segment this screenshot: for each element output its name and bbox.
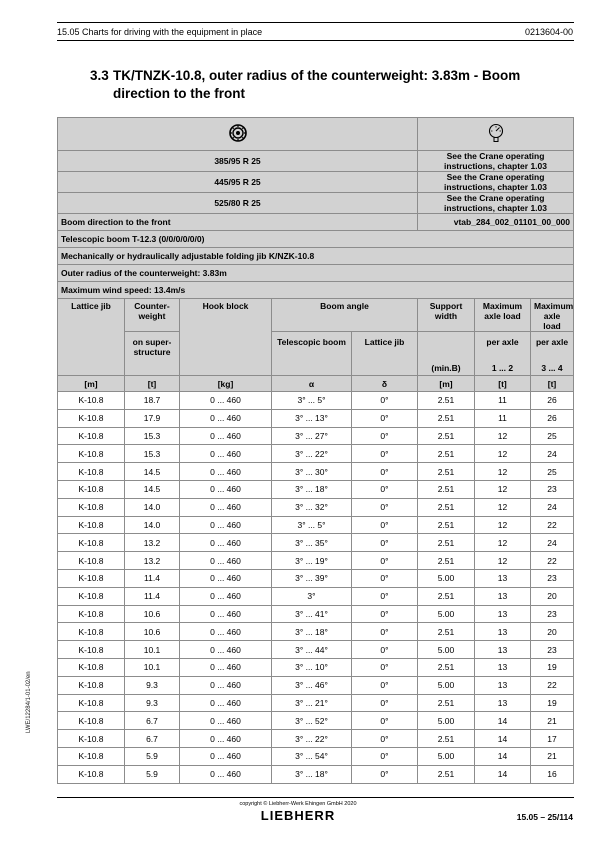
cell-jib-angle: 0° — [352, 658, 418, 676]
col-max-axle-2-per: per axle — [531, 332, 574, 358]
header-top-rule — [57, 22, 574, 23]
cell-hook-block: 0 ... 460 — [180, 534, 272, 552]
cell-jib-angle: 0° — [352, 623, 418, 641]
cell-lattice-jib: K-10.8 — [58, 392, 125, 410]
cell-axle-load-3-4: 24 — [531, 534, 574, 552]
cell-telescopic-angle: 3° ... 18° — [272, 765, 352, 783]
side-document-code: LWE/12284/1-01-02/en — [26, 671, 32, 733]
cell-support-width: 2.51 — [418, 694, 475, 712]
cell-hook-block: 0 ... 460 — [180, 392, 272, 410]
cell-axle-load-3-4: 23 — [531, 641, 574, 659]
col-max-axle-2: Maximum axle load — [531, 299, 574, 332]
cell-lattice-jib: K-10.8 — [58, 747, 125, 765]
table-row — [58, 569, 574, 587]
tire-size: 385/95 R 25 — [58, 151, 418, 172]
table-row — [58, 641, 574, 659]
cell-counterweight: 17.9 — [125, 409, 180, 427]
spec-row — [58, 265, 574, 282]
cell-counterweight: 10.1 — [125, 658, 180, 676]
cell-hook-block: 0 ... 460 — [180, 587, 272, 605]
unit-cell: [kg] — [180, 376, 272, 392]
unit-cell: [m] — [58, 376, 125, 392]
cell-counterweight: 18.7 — [125, 392, 180, 410]
cell-axle-load-1-2: 12 — [475, 463, 531, 481]
units-row — [58, 376, 574, 392]
cell-support-width: 2.51 — [418, 516, 475, 534]
cell-lattice-jib: K-10.8 — [58, 605, 125, 623]
spec-text: Mechanically or hydraulically adjustable folding jib K/NZK-10.8 — [58, 248, 574, 265]
cell-telescopic-angle: 3° ... 35° — [272, 534, 352, 552]
cell-lattice-jib: K-10.8 — [58, 676, 125, 694]
cell-lattice-jib: K-10.8 — [58, 641, 125, 659]
cell-counterweight: 15.3 — [125, 445, 180, 463]
table-row — [58, 463, 574, 481]
cell-telescopic-angle: 3° ... 5° — [272, 516, 352, 534]
cell-support-width: 5.00 — [418, 712, 475, 730]
col-telescopic-boom: Telescopic boom — [272, 332, 352, 376]
cell-lattice-jib: K-10.8 — [58, 712, 125, 730]
cell-support-width: 2.51 — [418, 498, 475, 516]
spec-row — [58, 231, 574, 248]
cell-support-width: 5.00 — [418, 641, 475, 659]
cell-support-width: 5.00 — [418, 676, 475, 694]
cell-lattice-jib: K-10.8 — [58, 587, 125, 605]
cell-lattice-jib: K-10.8 — [58, 516, 125, 534]
cell-telescopic-angle: 3° ... 5° — [272, 392, 352, 410]
col-max-axle-1: Maximum axle load — [475, 299, 531, 332]
cell-hook-block: 0 ... 460 — [180, 552, 272, 570]
cell-lattice-jib: K-10.8 — [58, 730, 125, 748]
cell-counterweight: 14.0 — [125, 516, 180, 534]
header-doc-number: 0213604-00 — [524, 27, 573, 37]
cell-jib-angle: 0° — [352, 392, 418, 410]
cell-jib-angle: 0° — [352, 747, 418, 765]
cell-lattice-jib: K-10.8 — [58, 445, 125, 463]
copyright: copyright © Liebherr-Werk Ehingen GmbH 2020 — [239, 801, 357, 807]
cell-lattice-jib: K-10.8 — [58, 427, 125, 445]
cell-axle-load-3-4: 19 — [531, 694, 574, 712]
cell-hook-block: 0 ... 460 — [180, 409, 272, 427]
gauge-icon — [488, 123, 504, 143]
cell-jib-angle: 0° — [352, 480, 418, 498]
cell-support-width: 2.51 — [418, 587, 475, 605]
cell-lattice-jib: K-10.8 — [58, 694, 125, 712]
cell-jib-angle: 0° — [352, 463, 418, 481]
table-row — [58, 534, 574, 552]
section-title-text: TK/TNZK-10.8, outer radius of the counterweight: 3.83m - Boom direction to the front — [113, 68, 521, 101]
spec-text: Maximum wind speed: 13.4m/s — [58, 282, 574, 299]
cell-axle-load-3-4: 22 — [531, 516, 574, 534]
cell-jib-angle: 0° — [352, 587, 418, 605]
cell-axle-load-3-4: 25 — [531, 463, 574, 481]
cell-support-width: 2.51 — [418, 623, 475, 641]
tire-row — [58, 151, 574, 172]
cell-telescopic-angle: 3° ... 21° — [272, 694, 352, 712]
cell-axle-load-3-4: 16 — [531, 765, 574, 783]
cell-support-width: 5.00 — [418, 605, 475, 623]
cell-hook-block: 0 ... 460 — [180, 730, 272, 748]
tire-size: 525/80 R 25 — [58, 193, 418, 214]
cell-hook-block: 0 ... 460 — [180, 463, 272, 481]
cell-hook-block: 0 ... 460 — [180, 605, 272, 623]
table-row — [58, 747, 574, 765]
cell-jib-angle: 0° — [352, 765, 418, 783]
cell-jib-angle: 0° — [352, 409, 418, 427]
cell-hook-block: 0 ... 460 — [180, 712, 272, 730]
boom-direction-label: Boom direction to the front — [58, 214, 418, 231]
cell-axle-load-3-4: 21 — [531, 712, 574, 730]
tire-icon — [229, 124, 247, 142]
cell-support-width: 2.51 — [418, 658, 475, 676]
spec-text: Outer radius of the counterweight: 3.83m — [58, 265, 574, 282]
col-boom-angle: Boom angle — [272, 299, 418, 332]
unit-cell: [t] — [475, 376, 531, 392]
cell-axle-load-1-2: 13 — [475, 623, 531, 641]
cell-counterweight: 10.6 — [125, 605, 180, 623]
column-header-row — [58, 299, 574, 332]
cell-hook-block: 0 ... 460 — [180, 765, 272, 783]
column-subheader-row — [58, 332, 574, 358]
cell-axle-load-3-4: 22 — [531, 676, 574, 694]
gauge-icon-cell — [418, 118, 574, 151]
cell-support-width: 5.00 — [418, 569, 475, 587]
cell-telescopic-angle: 3° ... 18° — [272, 623, 352, 641]
boom-direction-row — [58, 214, 574, 231]
cell-telescopic-angle: 3° ... 22° — [272, 445, 352, 463]
col-support-width-blank — [418, 332, 475, 358]
cell-telescopic-angle: 3° ... 22° — [272, 730, 352, 748]
cell-axle-load-3-4: 23 — [531, 480, 574, 498]
spec-text: Telescopic boom T-12.3 (0/0/0/0/0/0) — [58, 231, 574, 248]
footer-rule — [57, 797, 574, 798]
cell-jib-angle: 0° — [352, 694, 418, 712]
col-max-axle-2-range: 3 ... 4 — [531, 358, 574, 376]
tire-note: See the Crane operating instructions, chapter 1.03 — [418, 151, 574, 172]
cell-hook-block: 0 ... 460 — [180, 658, 272, 676]
tire-row — [58, 193, 574, 214]
cell-lattice-jib: K-10.8 — [58, 498, 125, 516]
cell-axle-load-1-2: 14 — [475, 747, 531, 765]
cell-counterweight: 13.2 — [125, 534, 180, 552]
data-rows — [58, 392, 574, 784]
table-row — [58, 392, 574, 410]
cell-counterweight: 9.3 — [125, 694, 180, 712]
cell-hook-block: 0 ... 460 — [180, 445, 272, 463]
cell-telescopic-angle: 3° ... 39° — [272, 569, 352, 587]
cell-axle-load-1-2: 13 — [475, 569, 531, 587]
cell-axle-load-1-2: 12 — [475, 534, 531, 552]
cell-lattice-jib: K-10.8 — [58, 765, 125, 783]
cell-support-width: 2.51 — [418, 552, 475, 570]
cell-support-width: 2.51 — [418, 765, 475, 783]
col-counterweight: Counter-weight — [125, 299, 180, 332]
cell-jib-angle: 0° — [352, 712, 418, 730]
tire-size: 445/95 R 25 — [58, 172, 418, 193]
cell-counterweight: 5.9 — [125, 765, 180, 783]
col-counterweight-sub: on super-structure — [125, 332, 180, 376]
cell-axle-load-1-2: 14 — [475, 730, 531, 748]
cell-axle-load-1-2: 13 — [475, 605, 531, 623]
cell-counterweight: 14.5 — [125, 480, 180, 498]
spec-row — [58, 282, 574, 299]
cell-hook-block: 0 ... 460 — [180, 623, 272, 641]
table-row — [58, 712, 574, 730]
cell-hook-block: 0 ... 460 — [180, 747, 272, 765]
cell-axle-load-1-2: 13 — [475, 694, 531, 712]
cell-lattice-jib: K-10.8 — [58, 463, 125, 481]
cell-axle-load-1-2: 12 — [475, 427, 531, 445]
cell-telescopic-angle: 3° ... 46° — [272, 676, 352, 694]
section-number: 3.3 — [90, 68, 109, 83]
cell-hook-block: 0 ... 460 — [180, 498, 272, 516]
col-support-width: Support width — [418, 299, 475, 332]
cell-lattice-jib: K-10.8 — [58, 409, 125, 427]
unit-cell: [m] — [418, 376, 475, 392]
cell-support-width: 2.51 — [418, 534, 475, 552]
cell-counterweight: 9.3 — [125, 676, 180, 694]
cell-counterweight: 13.2 — [125, 552, 180, 570]
cell-axle-load-1-2: 12 — [475, 480, 531, 498]
table-row — [58, 623, 574, 641]
cell-counterweight: 14.0 — [125, 498, 180, 516]
cell-support-width: 5.00 — [418, 747, 475, 765]
cell-jib-angle: 0° — [352, 516, 418, 534]
cell-axle-load-1-2: 13 — [475, 641, 531, 659]
cell-axle-load-1-2: 11 — [475, 392, 531, 410]
brand-logo: LIEBHERR — [260, 808, 336, 823]
table-row — [58, 765, 574, 783]
cell-jib-angle: 0° — [352, 445, 418, 463]
cell-axle-load-3-4: 21 — [531, 747, 574, 765]
cell-telescopic-angle: 3° ... 10° — [272, 658, 352, 676]
cell-counterweight: 15.3 — [125, 427, 180, 445]
cell-axle-load-1-2: 12 — [475, 552, 531, 570]
cell-axle-load-3-4: 20 — [531, 587, 574, 605]
cell-axle-load-3-4: 24 — [531, 445, 574, 463]
chart-code: vtab_284_002_01101_00_000 — [418, 214, 574, 231]
tire-row — [58, 172, 574, 193]
icon-row — [58, 118, 574, 151]
table-row — [58, 498, 574, 516]
cell-jib-angle: 0° — [352, 534, 418, 552]
cell-jib-angle: 0° — [352, 427, 418, 445]
unit-cell: [t] — [531, 376, 574, 392]
cell-axle-load-1-2: 12 — [475, 498, 531, 516]
spec-row — [58, 248, 574, 265]
cell-telescopic-angle: 3° ... 27° — [272, 427, 352, 445]
cell-axle-load-1-2: 11 — [475, 409, 531, 427]
cell-telescopic-angle: 3° ... 41° — [272, 605, 352, 623]
cell-jib-angle: 0° — [352, 730, 418, 748]
col-max-axle-1-per: per axle — [475, 332, 531, 358]
cell-hook-block: 0 ... 460 — [180, 427, 272, 445]
cell-axle-load-1-2: 13 — [475, 658, 531, 676]
table-row — [58, 676, 574, 694]
cell-support-width: 2.51 — [418, 480, 475, 498]
cell-support-width: 2.51 — [418, 463, 475, 481]
cell-counterweight: 11.4 — [125, 587, 180, 605]
cell-counterweight: 14.5 — [125, 463, 180, 481]
cell-counterweight: 6.7 — [125, 730, 180, 748]
cell-axle-load-1-2: 13 — [475, 676, 531, 694]
cell-support-width: 2.51 — [418, 392, 475, 410]
cell-counterweight: 6.7 — [125, 712, 180, 730]
cell-jib-angle: 0° — [352, 552, 418, 570]
cell-axle-load-3-4: 25 — [531, 427, 574, 445]
table-row — [58, 730, 574, 748]
header-bottom-rule — [57, 40, 574, 41]
tire-note: See the Crane operating instructions, chapter 1.03 — [418, 193, 574, 214]
cell-jib-angle: 0° — [352, 498, 418, 516]
cell-axle-load-3-4: 17 — [531, 730, 574, 748]
cell-hook-block: 0 ... 460 — [180, 480, 272, 498]
cell-support-width: 2.51 — [418, 427, 475, 445]
cell-lattice-jib: K-10.8 — [58, 552, 125, 570]
cell-jib-angle: 0° — [352, 569, 418, 587]
cell-counterweight: 10.6 — [125, 623, 180, 641]
cell-hook-block: 0 ... 460 — [180, 569, 272, 587]
cell-counterweight: 10.1 — [125, 641, 180, 659]
cell-axle-load-1-2: 14 — [475, 712, 531, 730]
table-row — [58, 480, 574, 498]
cell-hook-block: 0 ... 460 — [180, 694, 272, 712]
page-number: 15.05 – 25/114 — [516, 812, 573, 822]
col-max-axle-1-range: 1 ... 2 — [475, 358, 531, 376]
cell-telescopic-angle: 3° ... 30° — [272, 463, 352, 481]
cell-axle-load-1-2: 12 — [475, 445, 531, 463]
cell-telescopic-angle: 3° ... 18° — [272, 480, 352, 498]
cell-lattice-jib: K-10.8 — [58, 480, 125, 498]
cell-telescopic-angle: 3° — [272, 587, 352, 605]
table-row — [58, 694, 574, 712]
cell-hook-block: 0 ... 460 — [180, 676, 272, 694]
cell-hook-block: 0 ... 460 — [180, 641, 272, 659]
load-chart-table — [57, 117, 574, 784]
table-row — [58, 409, 574, 427]
cell-axle-load-3-4: 22 — [531, 552, 574, 570]
unit-cell: α — [272, 376, 352, 392]
cell-telescopic-angle: 3° ... 19° — [272, 552, 352, 570]
table-row — [58, 516, 574, 534]
cell-support-width: 2.51 — [418, 730, 475, 748]
tire-icon-cell — [58, 118, 418, 151]
cell-axle-load-3-4: 26 — [531, 392, 574, 410]
table-row — [58, 587, 574, 605]
cell-hook-block: 0 ... 460 — [180, 516, 272, 534]
cell-telescopic-angle: 3° ... 54° — [272, 747, 352, 765]
tire-note: See the Crane operating instructions, chapter 1.03 — [418, 172, 574, 193]
col-support-width-sub: (min.B) — [418, 358, 475, 376]
cell-telescopic-angle: 3° ... 13° — [272, 409, 352, 427]
cell-axle-load-1-2: 12 — [475, 516, 531, 534]
cell-counterweight: 11.4 — [125, 569, 180, 587]
col-lattice-jib-angle: Lattice jib — [352, 332, 418, 376]
table-row — [58, 427, 574, 445]
cell-telescopic-angle: 3° ... 44° — [272, 641, 352, 659]
cell-axle-load-3-4: 24 — [531, 498, 574, 516]
table-row — [58, 552, 574, 570]
col-lattice-jib: Lattice jib — [58, 299, 125, 376]
cell-jib-angle: 0° — [352, 676, 418, 694]
cell-axle-load-1-2: 13 — [475, 587, 531, 605]
unit-cell: δ — [352, 376, 418, 392]
cell-axle-load-3-4: 23 — [531, 605, 574, 623]
cell-lattice-jib: K-10.8 — [58, 569, 125, 587]
cell-support-width: 2.51 — [418, 445, 475, 463]
cell-support-width: 2.51 — [418, 409, 475, 427]
cell-jib-angle: 0° — [352, 641, 418, 659]
cell-lattice-jib: K-10.8 — [58, 658, 125, 676]
table-row — [58, 445, 574, 463]
cell-axle-load-3-4: 19 — [531, 658, 574, 676]
cell-axle-load-3-4: 20 — [531, 623, 574, 641]
table-row — [58, 605, 574, 623]
table-row — [58, 658, 574, 676]
cell-axle-load-1-2: 14 — [475, 765, 531, 783]
header-section-title: 15.05 Charts for driving with the equipment in place — [57, 27, 263, 37]
col-hook-block: Hook block — [180, 299, 272, 376]
cell-axle-load-3-4: 26 — [531, 409, 574, 427]
cell-lattice-jib: K-10.8 — [58, 534, 125, 552]
cell-counterweight: 5.9 — [125, 747, 180, 765]
cell-jib-angle: 0° — [352, 605, 418, 623]
cell-lattice-jib: K-10.8 — [58, 623, 125, 641]
cell-axle-load-3-4: 23 — [531, 569, 574, 587]
cell-telescopic-angle: 3° ... 52° — [272, 712, 352, 730]
cell-telescopic-angle: 3° ... 32° — [272, 498, 352, 516]
unit-cell: [t] — [125, 376, 180, 392]
